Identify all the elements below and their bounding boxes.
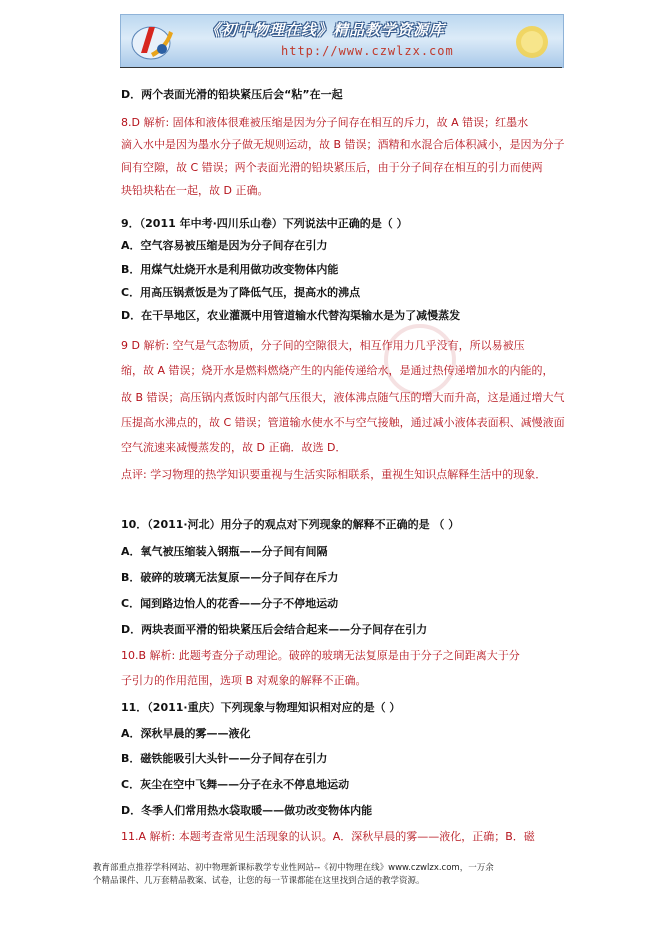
watermark-icon [380, 320, 460, 400]
text-line: C．用高压锅煮饭是为了降低气压，提高水的沸点 [121, 286, 361, 299]
text-line: A．空气容易被压缩是因为分子间存在引力 [121, 239, 328, 252]
header-divider [120, 67, 562, 68]
text-line: C．闻到路边怡人的花香——分子不停地运动 [121, 597, 339, 610]
text-line: 9 D 解析: 空气是气态物质，分子间的空隙很大，相互作用力几乎没有，所以易被压 [121, 339, 525, 352]
text-line: B．磁铁能吸引大头针——分子间存在引力 [121, 752, 328, 765]
text-line: 空气流速来减慢蒸发的，故 D 正确．故选 D． [121, 441, 347, 454]
site-url[interactable]: http://www.czwlzx.com [281, 44, 454, 58]
footer-line-2: 个精品课件、几万套精品教案、试卷，让您的每一节课都能在这里找到合适的教学资源。 [93, 876, 425, 886]
text-line: A．氧气被压缩装入钢瓶——分子间有间隔 [121, 545, 328, 558]
text-line: A．深秋早晨的雾——液化 [121, 727, 251, 740]
site-title: 《初中物理在线》精品教学资源库 [205, 21, 446, 39]
text-line: D．冬季人们常用热水袋取暖——做功改变物体内能 [121, 804, 373, 817]
sun-globe-icon [511, 21, 553, 63]
text-line: C．灰尘在空中飞舞——分子在永不停息地运动 [121, 778, 350, 791]
text-line: 压提高水沸点的，故 C 错误；管道输水使水不与空气接触，通过减小液体表面积、减慢液面 [121, 416, 565, 429]
header-banner [120, 14, 564, 68]
text-line: D．两个表面光滑的铅块紧压后会“粘”在一起 [121, 88, 343, 101]
text-line: 11.A 解析: 本题考查常见生活现象的认识。A．深秋早晨的雾——液化，正确；B．磁 [121, 830, 535, 843]
text-line: D．在干旱地区，农业灌溉中用管道输水代替沟渠输水是为了减慢蒸发 [121, 309, 461, 322]
text-line: 缩，故 A 错误；烧开水是燃料燃烧产生的内能传递给水，是通过热传递增加水的内能的， [121, 364, 554, 377]
footer-line-1: 教育部重点推荐学科网站、初中物理新课标教学专业性网站--《初中物理在线》www.czwlzx.com，一万余 [93, 863, 494, 873]
text-line: 故 B 错误；高压锅内煮饭时内部气压很大，液体沸点随气压的增大而升高，这是通过增大气 [121, 391, 565, 404]
text-line: 9．（2011 年中考·四川乐山卷）下列说法中正确的是（ ） [121, 217, 408, 230]
text-line: 10．（2011·河北）用分子的观点对下列现象的解释不正确的是 （ ） [121, 518, 460, 531]
text-line: 10.B 解析: 此题考查分子动理论。破碎的玻璃无法复原是由于分子之间距离大于分 [121, 649, 520, 662]
site-logo-icon [129, 19, 179, 63]
text-line: 8.D 解析: 固体和液体很难被压缩是因为分子间存在相互的斥力，故 A 错误；红墨水 [121, 116, 529, 129]
text-line: 块铅块粘在一起，故 D 正确。 [121, 184, 269, 197]
text-line: B．用煤气灶烧开水是利用做功改变物体内能 [121, 263, 339, 276]
text-line: D．两块表面平滑的铅块紧压后会结合起来——分子间存在引力 [121, 623, 428, 636]
page-footer [93, 862, 494, 888]
text-line: 滴入水中是因为墨水分子做无规则运动，故 B 错误；酒精和水混合后体积减小，是因为分子 [121, 138, 565, 151]
text-line: 子引力的作用范围，选项 B 对观象的解释不正确。 [121, 674, 367, 687]
text-line: B．破碎的玻璃无法复原——分子间存在斥力 [121, 571, 339, 584]
text-line: 间有空隙，故 C 错误；两个表面光滑的铅块紧压后，由于分子间存在相互的引力而使两 [121, 161, 543, 174]
text-line: 点评: 学习物理的热学知识要重视与生活实际相联系，重视生知识点解释生活中的现象． [121, 468, 547, 481]
text-line: 11．（2011·重庆）下列现象与物理知识相对应的是（ ） [121, 701, 401, 714]
